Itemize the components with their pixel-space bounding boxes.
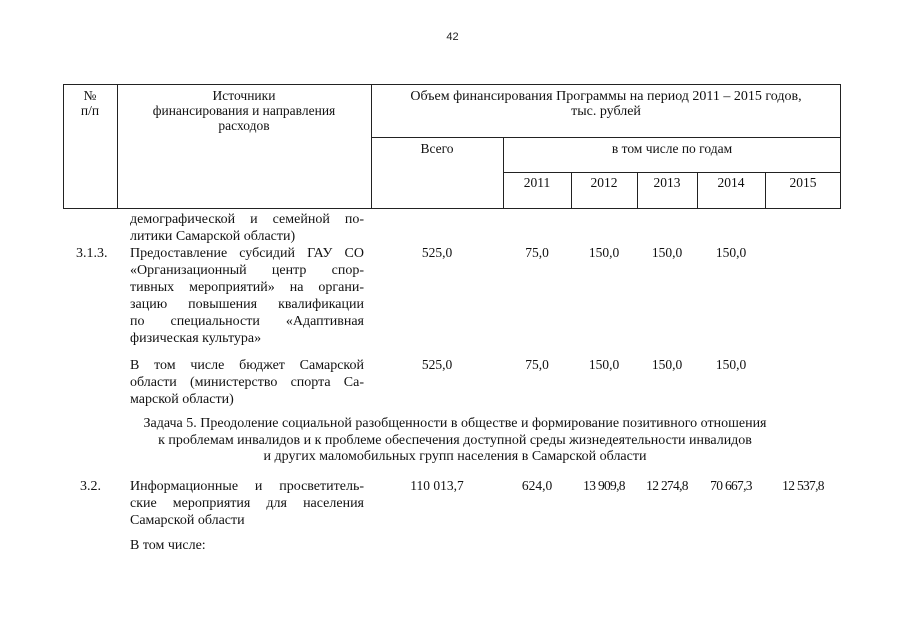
task-5-line1: Задача 5. Преодоление социальной разобщенности в обществе и формирование позитивного отношения xyxy=(143,416,767,431)
table-header xyxy=(63,84,841,209)
description-line: Самарской области xyxy=(130,513,245,528)
row-3-1-3-budget-2013: 150,0 xyxy=(651,357,683,372)
row-3-2-description xyxy=(130,478,364,529)
header-source-line2: финансирования и направления xyxy=(152,103,336,118)
header-year-2014: 2014 xyxy=(717,175,745,190)
row-3-1-3-2012: 150,0 xyxy=(588,245,620,260)
description-line: физическая культура» xyxy=(130,331,262,346)
row-3-1-3-description xyxy=(130,245,364,347)
header-year-2015: 2015 xyxy=(789,175,817,190)
description-line: области (министерство спорта Са- xyxy=(130,375,364,390)
description-line: Информационные и просветитель- xyxy=(130,479,364,494)
row-3-1-3-2014: 150,0 xyxy=(715,245,747,260)
row-3-1-3-number: 3.1.3. xyxy=(76,246,108,261)
row-3-1-3-budget-2011: 75,0 xyxy=(525,357,549,372)
row-3-2-2011: 624,0 xyxy=(521,478,553,493)
row-3-2-2014: 70 667,3 xyxy=(710,478,752,493)
header-source-column xyxy=(117,88,371,133)
description-line: зацию повышения квалификации xyxy=(130,297,364,312)
header-number-column xyxy=(63,88,117,118)
header-by-years: в том числе по годам xyxy=(611,141,733,156)
header-year-2012: 2012 xyxy=(590,175,618,190)
header-top-border xyxy=(63,84,841,85)
header-total: Всего xyxy=(420,141,454,156)
header-year-2011: 2011 xyxy=(523,175,551,190)
row-3-1-3-budget-total: 525,0 xyxy=(421,357,453,372)
header-number-line2: п/п xyxy=(80,103,100,118)
row-3-1-3-budget-2014: 150,0 xyxy=(715,357,747,372)
row-3-1-3-budget-description xyxy=(130,357,364,408)
description-line: ские мероприятия для населения xyxy=(130,496,364,511)
row-3-2-number: 3.2. xyxy=(80,479,101,494)
description-line: Предоставление субсидий ГАУ СО xyxy=(130,246,364,261)
header-number-line1: № xyxy=(83,88,97,103)
header-volume-column xyxy=(371,89,841,119)
description-line: марской области) xyxy=(130,392,234,407)
description-line: по специальности «Адаптивная xyxy=(130,314,364,329)
task-5-heading xyxy=(60,416,850,466)
header-row1-divider xyxy=(371,137,841,138)
row-3-1-3-total: 525,0 xyxy=(421,245,453,260)
header-volume-line1: Объем финансирования Программы на период 2011 – 2015 годов, xyxy=(410,89,802,104)
continuation-text xyxy=(130,211,364,245)
header-bottom-border xyxy=(63,208,841,209)
row-3-1-3-2013: 150,0 xyxy=(651,245,683,260)
description-line: тивных мероприятий» на органи- xyxy=(130,280,364,295)
row-3-2-2013: 12 274,8 xyxy=(646,478,688,493)
row-3-2-2012: 13 909,8 xyxy=(583,478,625,493)
header-source-line1: Источники xyxy=(212,88,276,103)
header-year-2013: 2013 xyxy=(653,175,681,190)
including-label: В том числе: xyxy=(130,538,206,553)
page-number: 42 xyxy=(446,31,459,43)
row-3-2-2015: 12 537,8 xyxy=(782,478,824,493)
task-5-line3: и других маломобильных групп населения в Самарской области xyxy=(263,449,647,464)
description-line: В том числе бюджет Самарской xyxy=(130,358,364,373)
row-3-1-3-budget-2012: 150,0 xyxy=(588,357,620,372)
continuation-line: демографической и семейной по- xyxy=(130,212,364,227)
task-5-line2: к проблемам инвалидов и к проблеме обеспечения доступной среды жизнедеятельности инвалидов xyxy=(158,432,752,448)
continuation-line: литики Самарской области) xyxy=(130,229,296,244)
header-source-line3: расходов xyxy=(218,118,270,133)
row-3-1-3-2011: 75,0 xyxy=(525,245,549,260)
description-line: «Организационный центр спор- xyxy=(130,263,364,278)
header-volume-line2: тыс. рублей xyxy=(571,104,641,119)
row-3-2-total: 110 013,7 xyxy=(410,478,464,493)
header-row2-divider xyxy=(503,172,841,173)
